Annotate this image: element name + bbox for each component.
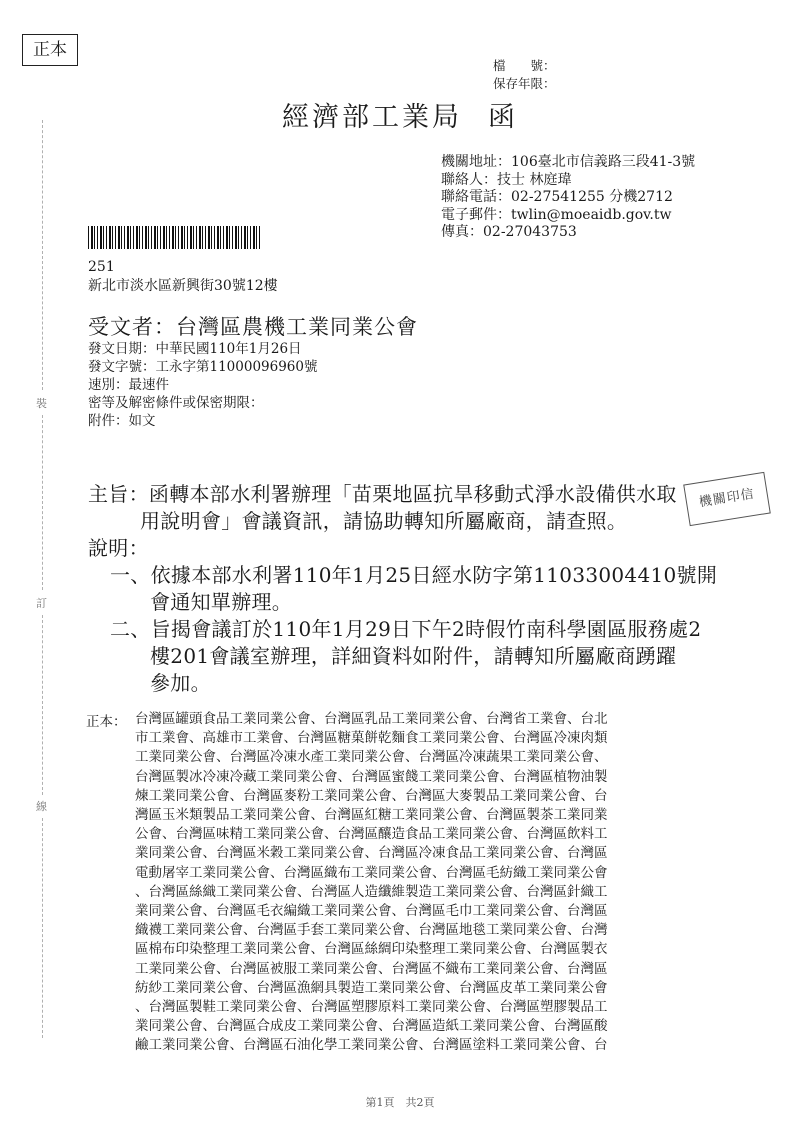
explanation-item-1-line-1: 一、依據本部水利署110年1月25日經水防字第11033004410號開 — [110, 563, 718, 587]
binding-line-upper — [42, 120, 43, 390]
subject-line-1: 主旨：函轉本部水利署辦理「苗栗地區抗旱移動式淨水設備供水取 — [88, 482, 677, 506]
copies-line: 公會、台灣區味精工業同業公會、台灣區釀造食品工業同業公會、台灣區飲料工 — [135, 826, 608, 843]
agency-name: 經濟部工業局 — [282, 102, 462, 133]
official-seal: 機關印信 — [683, 472, 771, 526]
archive-info — [493, 57, 556, 93]
delivery-speed: 速別：最速件 — [88, 377, 169, 393]
attachment: 附件：如文 — [88, 413, 156, 429]
retention-period-label: 保存年限： — [493, 76, 556, 91]
copies-line: 電動屠宰工業同業公會、台灣區織布工業同業公會、台灣區毛紡織工業同業公會 — [135, 864, 608, 881]
original-copy-stamp: 正本 — [22, 34, 78, 66]
copies-line: 紡紗工業同業公會、台灣區漁網具製造工業同業公會、台灣區皮革工業同業公會 — [135, 979, 608, 996]
agency-address: 機關地址：106臺北市信義路三段41-3號 — [441, 154, 696, 170]
binding-mark-top: 裝 — [36, 397, 47, 410]
document-type: 函 — [488, 102, 518, 133]
copies-line: 業同業公會、台灣區毛衣編織工業同業公會、台灣區毛巾工業同業公會、台灣區 — [135, 903, 608, 920]
copies-line: 業同業公會、台灣區米穀工業同業公會、台灣區冷凍食品工業同業公會、台灣區 — [135, 845, 608, 862]
contact-block — [441, 154, 695, 242]
document-number: 發文字號：工永字第11000096960號 — [88, 359, 318, 375]
document-title — [0, 95, 800, 134]
subject-line-2: 用說明會」會議資訊，請協助轉知所屬廠商，請查照。 — [140, 509, 628, 533]
copies-line: 鹼工業同業公會、台灣區石油化學工業同業公會、台灣區塗料工業同業公會、台 — [135, 1037, 608, 1054]
page-number: 第1頁 共2頁 — [365, 1096, 435, 1109]
mailing-address — [88, 258, 278, 296]
recipient: 受文者：台灣區農機工業同業公會 — [88, 315, 418, 339]
file-number-label: 檔 號： — [493, 58, 556, 73]
security-classification: 密等及解密條件或保密期限： — [88, 395, 264, 411]
recipient-address: 新北市淡水區新興街30號12樓 — [88, 278, 278, 294]
copies-line: 織襪工業同業公會、台灣區手套工業同業公會、台灣區地毯工業同業公會、台灣 — [135, 922, 608, 939]
explanation-item-1-line-2: 會通知單辦理。 — [150, 590, 293, 614]
copies-line: 灣區玉米類製品工業同業公會、台灣區紅糖工業同業公會、台灣區製茶工業同業 — [135, 807, 608, 824]
contact-fax: 傳真：02-27043753 — [441, 224, 577, 240]
copies-line: 、台灣區製鞋工業同業公會、台灣區塑膠原料工業同業公會、台灣區塑膠製品工 — [135, 999, 608, 1016]
copies-line: 市工業會、高雄市工業會、台灣區糖菓餅乾麵食工業同業公會、台灣區冷凍肉類 — [135, 730, 608, 747]
binding-line-bottom — [42, 818, 43, 1038]
binding-line-lower — [42, 615, 43, 795]
barcode — [88, 226, 260, 249]
copies-line: 區棉布印染整理工業同業公會、台灣區絲綢印染整理工業同業公會、台灣區製衣 — [135, 941, 608, 958]
explanation-label: 說明： — [88, 536, 149, 560]
copies-line: 工業同業公會、台灣區冷凍水產工業同業公會、台灣區冷凍蔬果工業同業公會、 — [135, 749, 608, 766]
copies-line: 、台灣區絲織工業同業公會、台灣區人造纖維製造工業同業公會、台灣區針織工 — [135, 883, 608, 900]
binding-mark-middle: 訂 — [36, 597, 47, 610]
contact-phone: 聯絡電話：02-27541255 分機2712 — [441, 189, 673, 205]
copies-line: 業同業公會、台灣區合成皮工業同業公會、台灣區造紙工業同業公會、台灣區酸 — [135, 1018, 608, 1035]
copies-line: 工業同業公會、台灣區被服工業同業公會、台灣區不織布工業同業公會、台灣區 — [135, 960, 608, 977]
postal-code: 251 — [88, 259, 115, 275]
copies-line: 台灣區製冰冷凍冷藏工業同業公會、台灣區蜜餞工業同業公會、台灣區植物油製 — [135, 768, 608, 785]
copies-label: 正本： — [86, 714, 127, 730]
binding-mark-bottom: 線 — [36, 800, 47, 813]
explanation-item-2-line-1: 二、旨揭會議訂於110年1月29日下午2時假竹南科學園區服務處2 — [110, 617, 702, 641]
document-meta — [88, 340, 317, 430]
explanation-item-2-line-2: 樓201會議室辦理，詳細資料如附件，請轉知所屬廠商踴躍 — [150, 644, 677, 668]
copies-list — [135, 710, 608, 1056]
contact-person: 聯絡人：技士 林庭瑋 — [441, 171, 572, 188]
issue-date: 發文日期：中華民國110年1月26日 — [88, 341, 302, 357]
contact-email: 電子郵件：twlin@moeaidb.gov.tw — [441, 206, 672, 223]
copies-line: 煉工業同業公會、台灣區麥粉工業同業公會、台灣區大麥製品工業同業公會、台 — [135, 787, 608, 804]
explanation-item-2-line-3: 參加。 — [150, 671, 211, 695]
copies-line: 台灣區罐頭食品工業同業公會、台灣區乳品工業同業公會、台灣省工業會、台北 — [135, 711, 608, 727]
binding-line-middle — [42, 415, 43, 590]
